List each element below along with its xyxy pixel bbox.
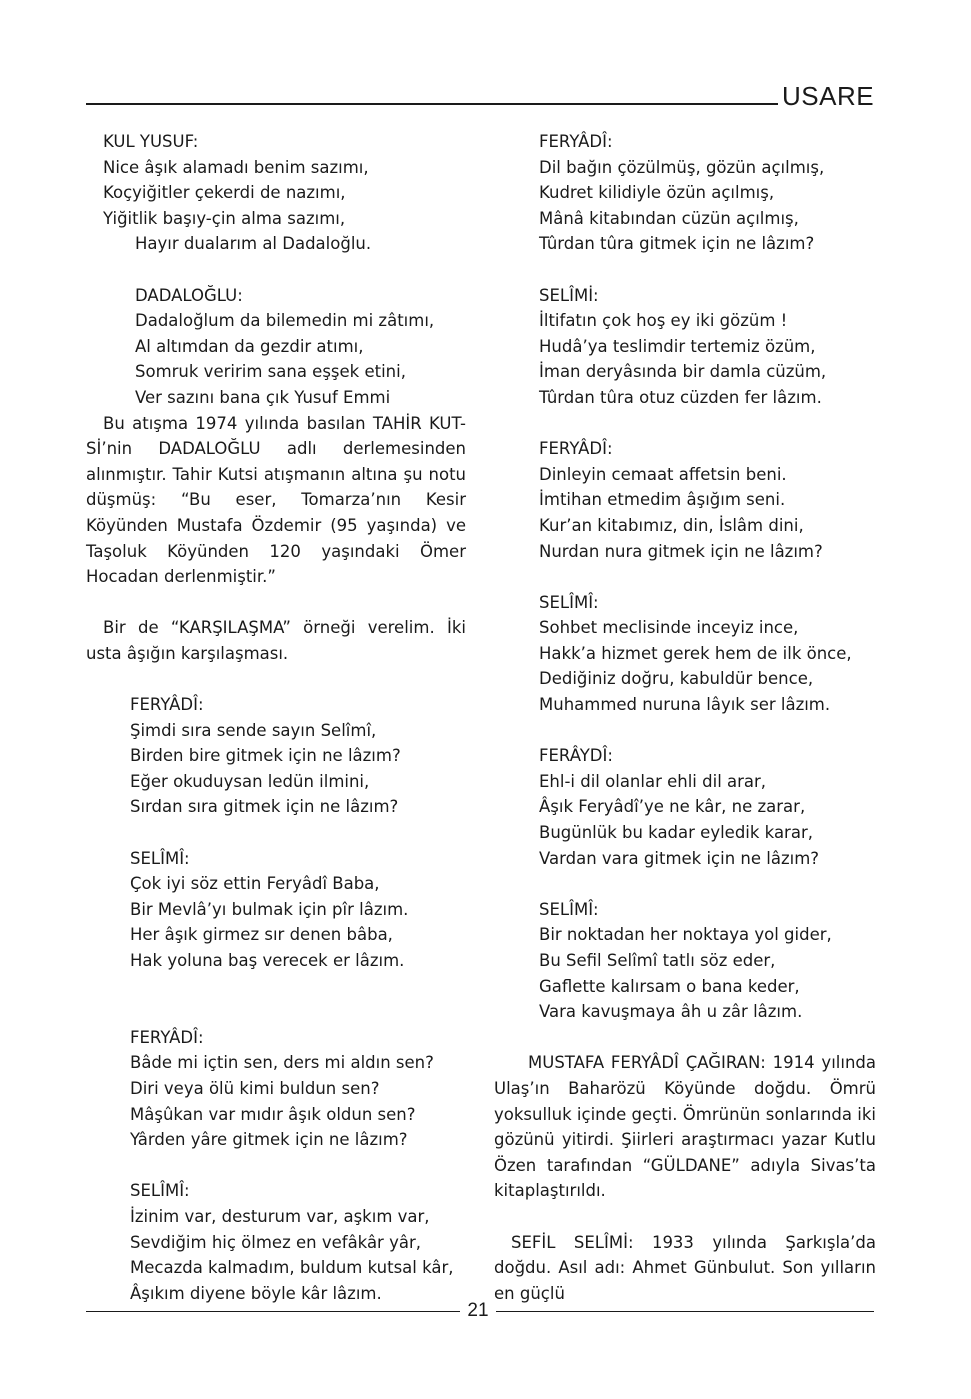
speaker-name: SELÎMÎ: bbox=[539, 899, 599, 919]
verse-line: Âşıkım diyene böyle kâr lâzım. bbox=[130, 1283, 382, 1303]
verse-line: İzinim var, desturum var, aşkım var, bbox=[130, 1206, 430, 1226]
verse-line: Sırdan sıra gitmek için ne lâzım? bbox=[130, 797, 399, 817]
paragraph-bio-selimi: SEFİL SELÎMİ: 1933 yılında Şarkışla’da doğdu. Asıl adı: Ahmet Günbulut. Son yılların en güçlü bbox=[494, 1232, 876, 1303]
verse-line: Diri veya ölü kimi buldun sen? bbox=[130, 1078, 380, 1098]
verse-line: Âşık Feryâdî’ye ne kâr, ne zarar, bbox=[539, 797, 806, 817]
paragraph-source: Bu atışma 1974 yılında basılan TAHİR KUT-Sİ’nin DADALOĞLU adlı derlemesinden alınmıştır. Tahir Kutsi atışmanın altına şu notu düşmüş: “Bu eser, Tomarza’nın Kesir Köyünden Mustafa Özdemir (95 yaşında) ve Taşoluk Köyünden 120 yaşındaki Ömer Hocadan derlenmiştir.” bbox=[86, 413, 466, 587]
verse-line: İmtihan etmedim âşığım seni. bbox=[539, 490, 786, 510]
footer-rule-left bbox=[86, 1311, 460, 1312]
verse-line: Koçyiğitler çekerdi de nazımı, bbox=[103, 183, 346, 203]
speaker-name: DADALOĞLU: bbox=[135, 285, 243, 305]
verse-line: Bir noktadan her noktaya yol gider, bbox=[539, 925, 832, 945]
footer-rule-right bbox=[496, 1311, 874, 1312]
verse-line: Dadaloğlum da bilemedin mi zâtımı, bbox=[135, 311, 435, 331]
verse-line: Bugünlük bu kadar eyledik karar, bbox=[539, 823, 813, 843]
verse-line: Ver sazını bana çık Yusuf Emmi bbox=[135, 387, 391, 407]
paragraph-intro: Bir de “KARŞILAŞMA” örneği verelim. İki usta âşığın karşılaşması. bbox=[86, 618, 466, 663]
verse-line: Her âşık girmez sır denen bâba, bbox=[130, 925, 393, 945]
verse-line: Vara kavuşmaya âh u zâr lâzım. bbox=[539, 1002, 803, 1022]
verse-line: Tûrdan tûra gitmek için ne lâzım? bbox=[539, 234, 815, 254]
speaker-name: FERYÂDÎ: bbox=[130, 1027, 204, 1047]
verse-line: Mânâ kitabından cüzün açılmış, bbox=[539, 208, 799, 228]
verse-line: Muhammed nuruna lâyık ser lâzım. bbox=[539, 695, 831, 715]
verse-line: Hayır dualarım al Dadaloğlu. bbox=[135, 234, 372, 254]
verse-line: Kudret kilidiyle özün açılmış, bbox=[539, 183, 775, 203]
verse-line: Bâde mi içtin sen, ders mi aldın sen? bbox=[130, 1053, 434, 1073]
speaker-name: SELÎMÎ: bbox=[539, 592, 599, 612]
speaker-name: FERYÂDÎ: bbox=[130, 695, 204, 715]
journal-name: USARE bbox=[782, 81, 875, 111]
verse-line: Şimdi sıra sende sayın Selîmî, bbox=[130, 720, 377, 740]
verse-line: Dediğiniz doğru, kabuldür bence, bbox=[539, 669, 814, 689]
verse-line: Eğer okuduysan ledün ilmini, bbox=[130, 771, 370, 791]
verse-line: Vardan vara gitmek için ne lâzım? bbox=[539, 848, 820, 868]
verse-line: Sohbet meclisinde inceyiz ince, bbox=[539, 618, 799, 638]
verse-line: Yiğitlik başıy-çin alma sazımı, bbox=[103, 208, 346, 228]
verse-line: Al altımdan da gezdir atımı, bbox=[135, 336, 364, 356]
verse-line: Gaflette kalırsam o bana keder, bbox=[539, 976, 800, 996]
verse-line: Ehl-i dil olanlar ehli dil arar, bbox=[539, 771, 767, 791]
right-column bbox=[494, 129, 876, 1306]
verse-line: Dil bağın çözülmüş, gözün açılmış, bbox=[539, 157, 825, 177]
verse-line: Hudâ’ya teslimdir tertemiz özüm, bbox=[539, 336, 816, 356]
verse-line: Nurdan nura gitmek için ne lâzım? bbox=[539, 541, 823, 561]
verse-line: Bir Mevlâ’yı bulmak için pîr lâzım. bbox=[130, 899, 409, 919]
verse-line: İman deryâsında bir damla cüzüm, bbox=[539, 362, 827, 382]
left-column bbox=[86, 129, 466, 1306]
verse-line: Tûrdan tûra otuz cüzden fer lâzım. bbox=[539, 387, 822, 407]
verse-line: Mecazda kalmadım, buldum kutsal kâr, bbox=[130, 1258, 454, 1278]
verse-line: Hak yoluna baş verecek er lâzım. bbox=[130, 951, 405, 970]
verse-line: Sevdiğim hiç ölmez en vefâkâr yâr, bbox=[130, 1232, 421, 1252]
verse-line: Nice âşık alamadı benim sazımı, bbox=[103, 157, 369, 177]
verse-line: Mâşûkan var mıdır âşık oldun sen? bbox=[130, 1104, 416, 1124]
verse-line: Hakk’a hizmet gerek hem de ilk önce, bbox=[539, 643, 852, 663]
verse-line: Somruk veririm sana eşşek etini, bbox=[135, 362, 406, 382]
verse-line: İltifatın çok hoş ey iki gözüm ! bbox=[539, 311, 788, 331]
page-number: 21 bbox=[467, 1300, 489, 1321]
paragraph-bio-feryadi: MUSTAFA FERYÂDÎ ÇAĞIRAN: 1914 yılında Ulaş’ın Baharözü Köyünde doğdu. Ömrü yoksulluk içinde geçti. Ömrünün sonlarında iki gözünü yitirdi. Şiirleri araştırmacı yazar Kutlu Özen tarafından “GÜLDANE” adıyla Sivas’ta kitaplaştırıldı. bbox=[494, 1053, 876, 1201]
speaker-name: SELÎMÎ: bbox=[130, 1181, 190, 1201]
speaker-name: FERÂYDÎ: bbox=[539, 746, 613, 766]
verse-line: Yârden yâre gitmek için ne lâzım? bbox=[130, 1130, 408, 1150]
speaker-name: SELÎMİ: bbox=[539, 285, 599, 305]
speaker-name: FERYÂDÎ: bbox=[539, 132, 613, 151]
verse-line: Kur’an kitabımız, din, İslâm dini, bbox=[539, 515, 804, 535]
speaker-name: SELÎMÎ: bbox=[130, 848, 190, 868]
verse-line: Birden bire gitmek için ne lâzım? bbox=[130, 746, 401, 766]
verse-line: Dinleyin cemaat affetsin beni. bbox=[539, 464, 787, 484]
header-rule bbox=[86, 103, 778, 105]
speaker-name: FERYÂDÎ: bbox=[539, 439, 613, 459]
verse-line: Çok iyi söz ettin Feryâdî Baba, bbox=[130, 874, 380, 894]
speaker-name: KUL YUSUF: bbox=[103, 132, 199, 151]
verse-line: Bu Sefil Selîmî tatlı söz eder, bbox=[539, 951, 776, 970]
